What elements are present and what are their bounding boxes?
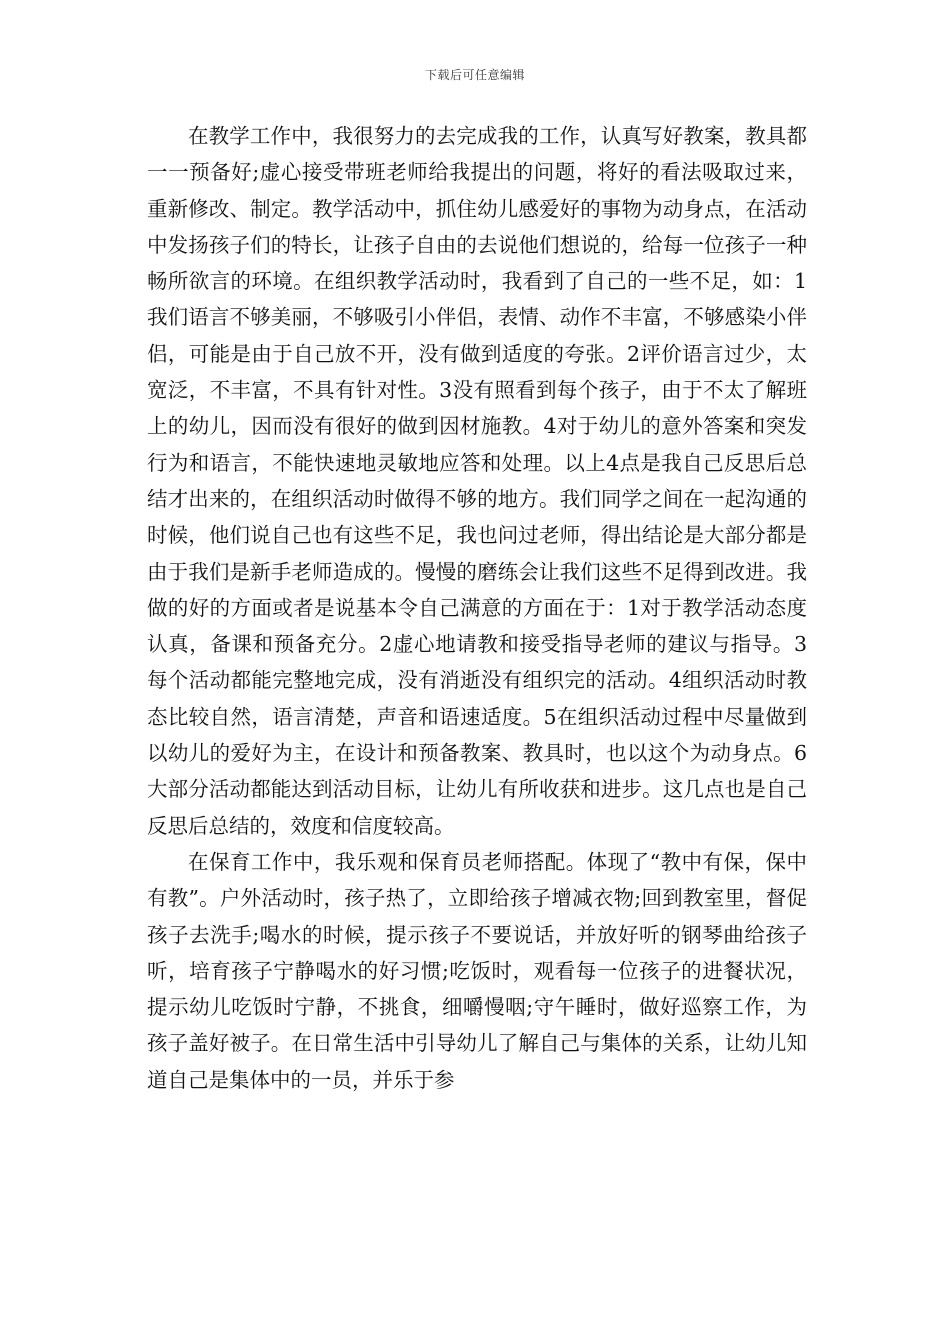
document-body (147, 118, 807, 1098)
paragraph-teaching: 在教学工作中，我很努力的去完成我的工作，认真写好教案，教具都一一预备好;虚心接受带班老师给我提出的问题，将好的看法吸取过来，重新修改、制定。教学活动中，抓住幼儿感爱好的事物为动身点，在活动中发扬孩子们的特长，让孩子自由的去说他们想说的，给每一位孩子一种畅所欲言的环境。在组织教学活动时，我看到了自己的一些不足，如：1我们语言不够美丽，不够吸引小伴侣，表情、动作不丰富，不够感染小伴侣，可能是由于自己放不开，没有做到适度的夸张。2评价语言过少，太宽泛，不丰富，不具有针对性。3没有照看到每个孩子，由于不太了解班上的幼儿，因而没有很好的做到因材施教。4对于幼儿的意外答案和突发行为和语言，不能快速地灵敏地应答和处理。以上4点是我自己反思后总结才出来的，在组织活动时做得不够的地方。我们同学之间在一起沟通的时候，他们说自己也有这些不足，我也问过老师，得出结论是大部分都是由于我们是新手老师造成的。慢慢的磨练会让我们这些不足得到改进。我做的好的方面或者是说基本令自己满意的方面在于：1对于教学活动态度认真，备课和预备充分。2虚心地请教和接受指导老师的建议与指导。3每个活动都能完整地完成，没有消逝没有组织完的活动。4组织活动时教态比较自然，语言清楚，声音和语速适度。5在组织活动过程中尽量做到以幼儿的爱好为主，在设计和预备教案、教具时，也以这个为动身点。6大部分活动都能达到活动目标，让幼儿有所收获和进步。这几点也是自己反思后总结的，效度和信度较高。 (147, 124, 807, 838)
page-header: 下载后可任意编辑 (424, 68, 525, 82)
paragraph-care: 在保育工作中，我乐观和保育员老师搭配。体现了“教中有保，保中有教”。户外活动时，孩子热了，立即给孩子增减衣物;回到教室里，督促孩子去洗手;喝水的时候，提示孩子不要说话，并放好听的钢琴曲给孩子听，培育孩子宁静喝水的好习惯;吃饭时，观看每一位孩子的进餐状况，提示幼儿吃饭时宁静，不挑食，细嚼慢咽;守午睡时，做好巡察工作，为孩子盖好被子。在日常生活中引导幼儿了解自己与集体的关系，让幼儿知道自己是集体中的一员，并乐于参 (147, 849, 807, 1092)
